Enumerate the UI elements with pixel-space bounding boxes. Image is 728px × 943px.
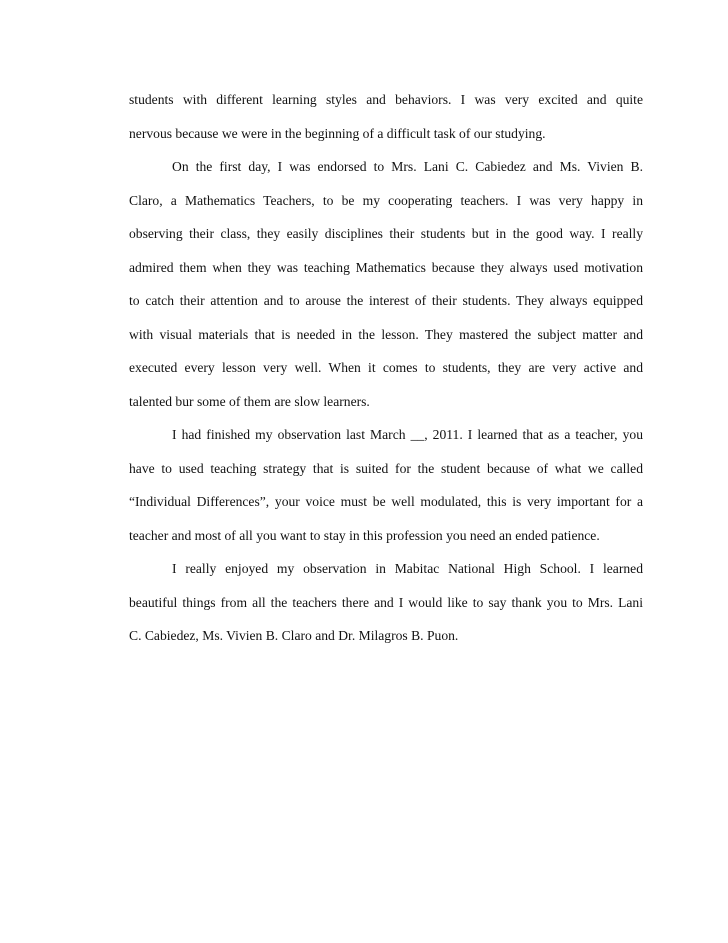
text-line: admired them when they was teaching Mathematics because they always used motivation [129,259,643,275]
text-line: to catch their attention and to arouse the interest of their students. They always equipped [129,293,643,308]
text-line: teacher and most of all you want to stay in this profession you need an ended patience. [129,527,600,543]
text-line: have to used teaching strategy that is suited for the student because of what we called [129,460,643,476]
text-line: I had finished my observation last March __, 2011. I learned that as a teacher, you [172,427,643,442]
text-line: executed every lesson very well. When it comes to students, they are very active and [129,360,643,375]
paragraph [129,83,643,150]
text-line: Claro, a Mathematics Teachers, to be my cooperating teachers. I was very happy in [129,192,643,208]
text-line: “Individual Differences”, your voice must be well modulated, this is very important for a [129,494,643,509]
text-line: with visual materials that is needed in the lesson. They mastered the subject matter and [129,326,643,342]
paragraph [129,418,643,552]
text-line: nervous because we were in the beginning of a difficult task of our studying. [129,125,546,141]
paragraph [129,150,643,418]
text-line: C. Cabiedez, Ms. Vivien B. Claro and Dr. Milagros B. Puon. [129,628,459,643]
text-line: talented bur some of them are slow learners. [129,393,370,409]
text-line: beautiful things from all the teachers there and I would like to say thank you to Mrs. Lani [129,594,643,610]
document-body [129,83,643,653]
text-line: students with different learning styles and behaviors. I was very excited and quite [129,92,643,107]
text-line: I really enjoyed my observation in Mabitac National High School. I learned [172,561,643,576]
text-line: observing their class, they easily disciplines their students but in the good way. I really [129,226,643,241]
paragraph [129,552,643,653]
text-line: On the first day, I was endorsed to Mrs. Lani C. Cabiedez and Ms. Vivien B. [172,159,643,174]
